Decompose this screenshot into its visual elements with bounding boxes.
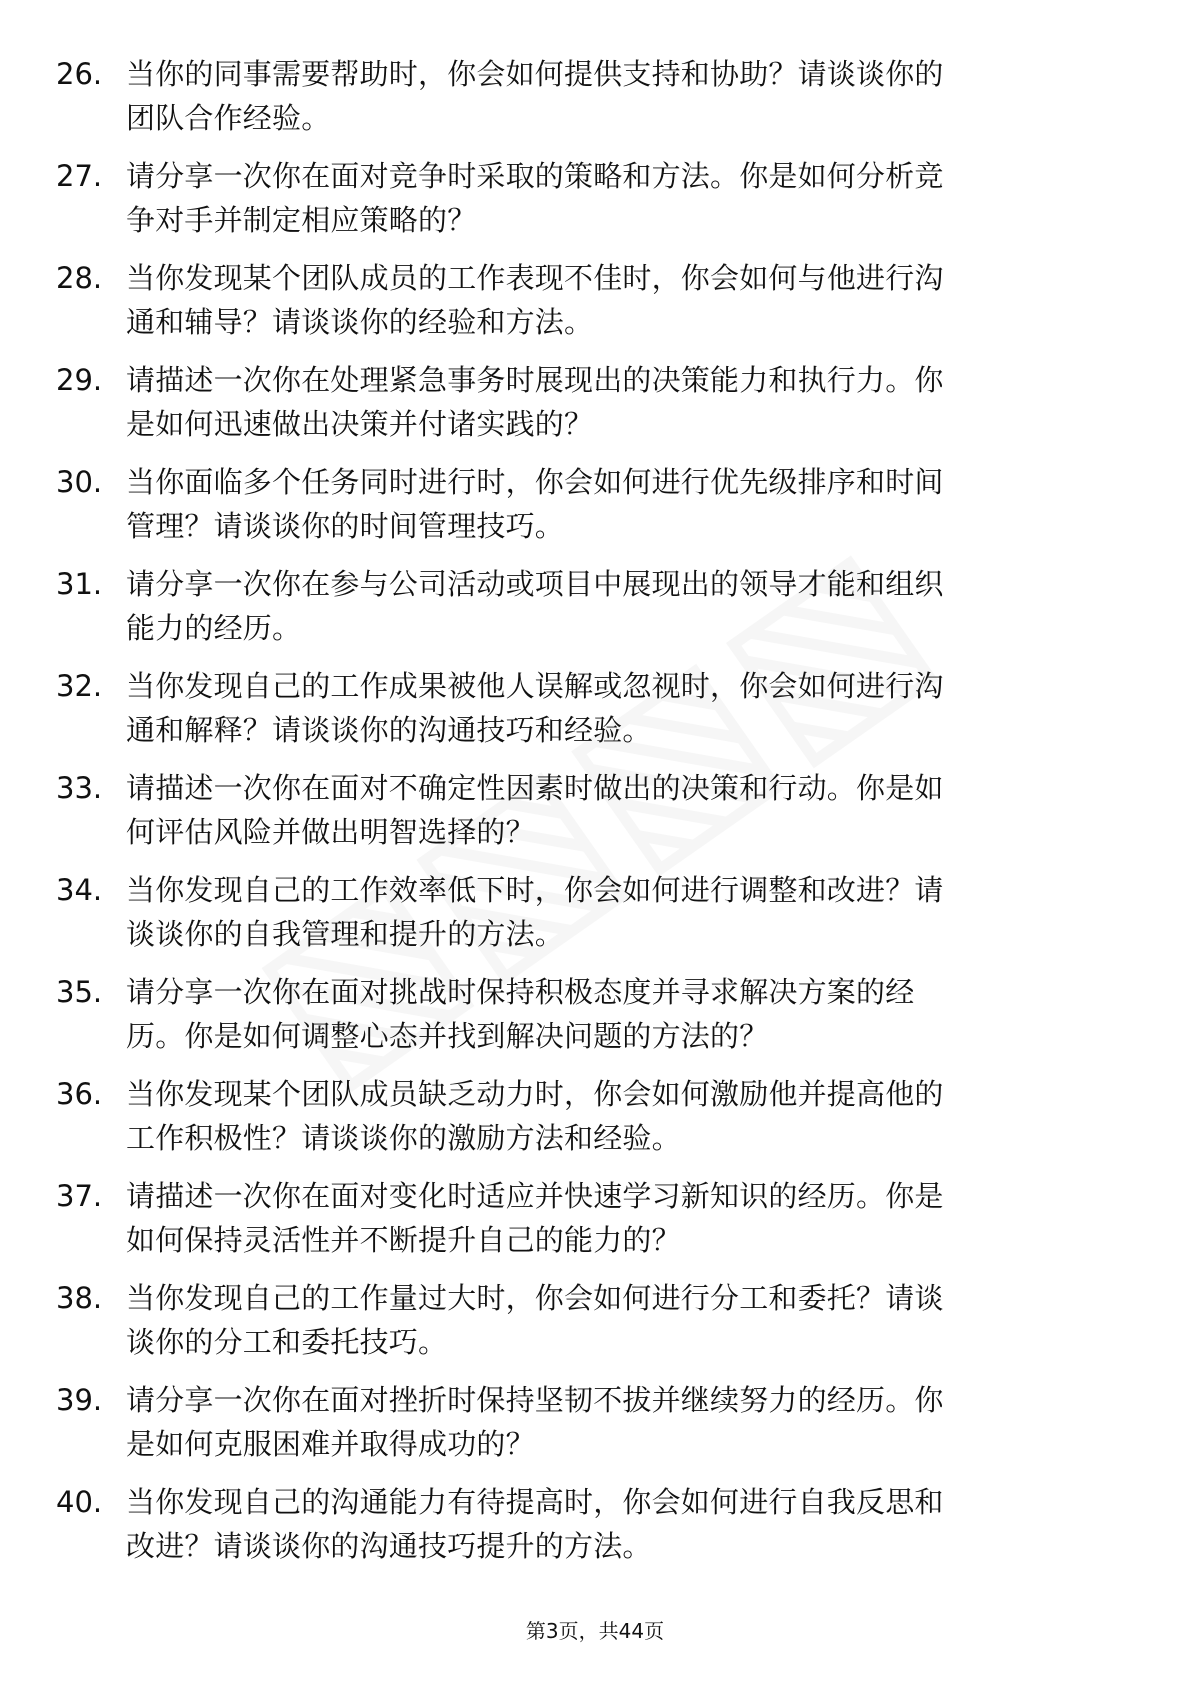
question-text (126, 1276, 1116, 1364)
question-line: 请分享一次你在面对竞争时采取的策略和方法。你是如何分析竞 (126, 159, 944, 193)
question-line: 通和辅导？请谈谈你的经验和方法。 (126, 305, 594, 339)
question-item (0, 256, 1190, 358)
question-line: 请描述一次你在面对不确定性因素时做出的决策和行动。你是如 (126, 771, 944, 805)
question-number: 33. (56, 771, 103, 805)
question-line: 当你的同事需要帮助时，你会如何提供支持和协助？请谈谈你的 (126, 57, 944, 91)
question-line: 是如何克服困难并取得成功的？ (126, 1427, 535, 1461)
question-number: 28. (56, 261, 103, 295)
question-text (126, 256, 1116, 344)
question-line: 是如何迅速做出决策并付诸实践的？ (126, 407, 594, 441)
question-number: 35. (56, 975, 103, 1009)
question-line: 通和解释？请谈谈你的沟通技巧和经验。 (126, 713, 652, 747)
question-text (126, 1378, 1116, 1466)
question-line: 当你发现自己的工作效率低下时，你会如何进行调整和改进？请 (126, 873, 944, 907)
question-line: 当你面临多个任务同时进行时，你会如何进行优先级排序和时间 (126, 465, 944, 499)
question-line: 当你发现自己的工作量过大时，你会如何进行分工和委托？请谈 (126, 1281, 944, 1315)
question-text (126, 868, 1116, 956)
question-line: 当你发现某个团队成员缺乏动力时，你会如何激励他并提高他的 (126, 1077, 944, 1111)
question-line: 争对手并制定相应策略的？ (126, 203, 477, 237)
question-line: 谈谈你的自我管理和提升的方法。 (126, 917, 565, 951)
question-text (126, 1072, 1116, 1160)
question-line: 当你发现自己的工作成果被他人误解或忽视时，你会如何进行沟 (126, 669, 944, 703)
question-line: 请分享一次你在参与公司活动或项目中展现出的领导才能和组织 (126, 567, 944, 601)
question-item (0, 1276, 1190, 1378)
question-item (0, 562, 1190, 664)
question-text (126, 766, 1116, 854)
question-text (126, 1480, 1116, 1568)
question-line: 工作积极性？请谈谈你的激励方法和经验。 (126, 1121, 681, 1155)
question-line: 改进？请谈谈你的沟通技巧提升的方法。 (126, 1529, 652, 1563)
question-text (126, 1174, 1116, 1262)
question-number: 40. (56, 1485, 103, 1519)
question-item (0, 766, 1190, 868)
question-number: 29. (56, 363, 103, 397)
question-item (0, 1378, 1190, 1480)
question-line: 谈你的分工和委托技巧。 (126, 1325, 448, 1359)
question-item (0, 1480, 1190, 1582)
question-line: 何评估风险并做出明智选择的？ (126, 815, 535, 849)
question-item (0, 1174, 1190, 1276)
question-line: 请描述一次你在处理紧急事务时展现出的决策能力和执行力。你 (126, 363, 944, 397)
question-line: 团队合作经验。 (126, 101, 331, 135)
question-text (126, 460, 1116, 548)
question-number: 39. (56, 1383, 103, 1417)
question-number: 38. (56, 1281, 103, 1315)
question-item (0, 460, 1190, 562)
question-line: 请分享一次你在面对挫折时保持坚韧不拔并继续努力的经历。你 (126, 1383, 944, 1417)
question-list (0, 52, 1190, 1582)
question-number: 31. (56, 567, 103, 601)
question-text (126, 664, 1116, 752)
question-number: 30. (56, 465, 103, 499)
question-line: 管理？请谈谈你的时间管理技巧。 (126, 509, 565, 543)
question-item (0, 970, 1190, 1072)
question-number: 32. (56, 669, 103, 703)
question-item (0, 664, 1190, 766)
question-item (0, 154, 1190, 256)
question-text (126, 562, 1116, 650)
question-line: 请描述一次你在面对变化时适应并快速学习新知识的经历。你是 (126, 1179, 944, 1213)
question-item (0, 358, 1190, 460)
question-number: 26. (56, 57, 103, 91)
question-line: 请分享一次你在面对挑战时保持积极态度并寻求解决方案的经 (126, 975, 915, 1009)
question-text (126, 358, 1116, 446)
question-text (126, 154, 1116, 242)
question-line: 历。你是如何调整心态并找到解决问题的方法的？ (126, 1019, 769, 1053)
question-line: 如何保持灵活性并不断提升自己的能力的？ (126, 1223, 681, 1257)
question-item (0, 52, 1190, 154)
question-line: 当你发现自己的沟通能力有待提高时，你会如何进行自我反思和 (126, 1485, 944, 1519)
question-line: 当你发现某个团队成员的工作表现不佳时，你会如何与他进行沟 (126, 261, 944, 295)
question-number: 27. (56, 159, 103, 193)
question-text (126, 970, 1116, 1058)
question-number: 36. (56, 1077, 103, 1111)
question-number: 37. (56, 1179, 103, 1213)
question-line: 能力的经历。 (126, 611, 302, 645)
page-footer: 第3页，共44页 (525, 1619, 665, 1643)
question-item (0, 1072, 1190, 1174)
question-text (126, 52, 1116, 140)
question-item (0, 868, 1190, 970)
question-number: 34. (56, 873, 103, 907)
